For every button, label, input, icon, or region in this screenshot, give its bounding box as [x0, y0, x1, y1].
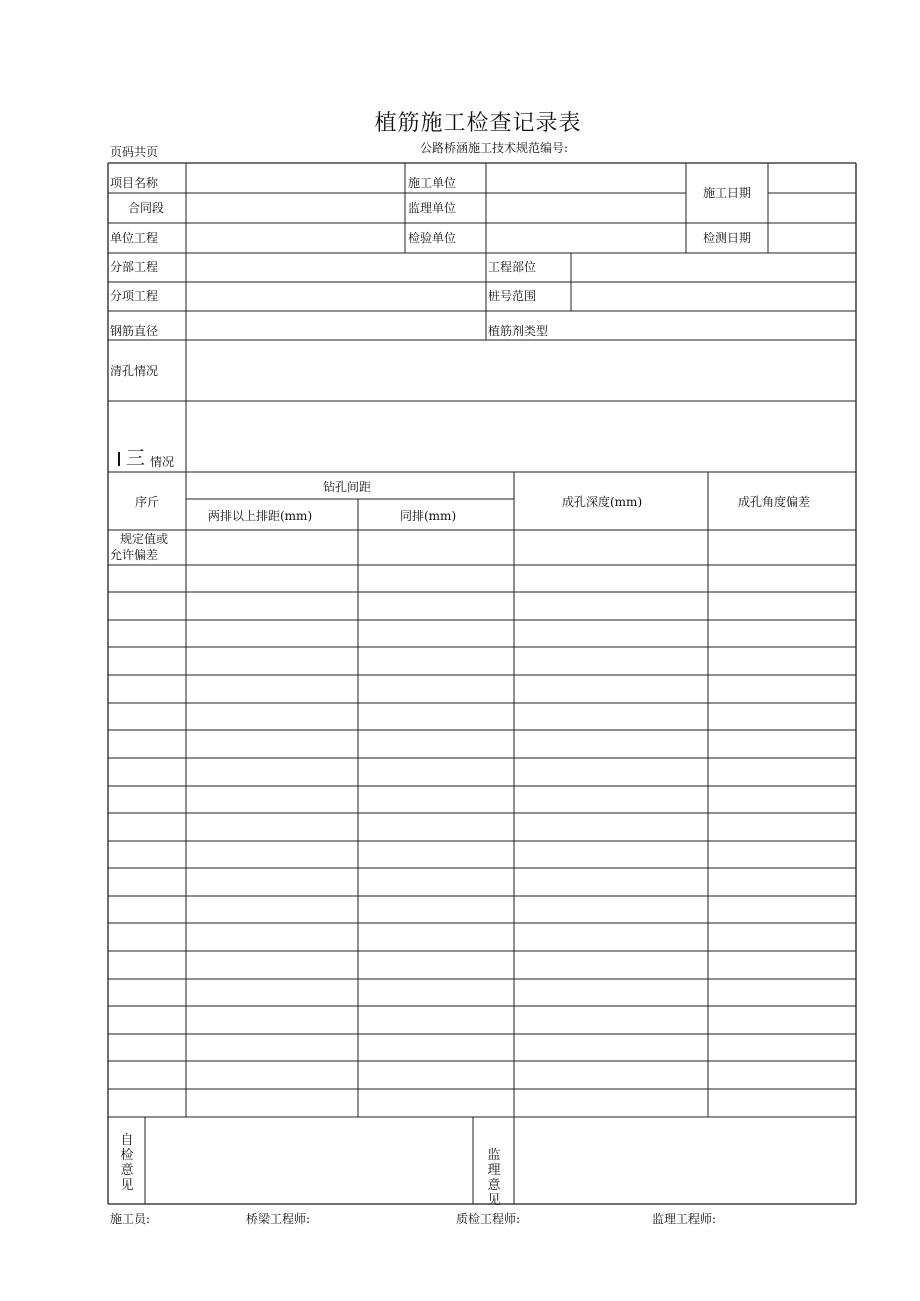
qc-engineer-signature: 质检工程师: [456, 1212, 521, 1226]
page-count-note: 页码共页 [110, 145, 159, 159]
hole-angle-header: 成孔角度偏差 [738, 495, 811, 509]
constructor-signature: 施工员: [110, 1212, 151, 1226]
document-title: 植筋施工检查记录表 [374, 111, 582, 136]
adhesive-type-label: 植筋剂类型 [488, 324, 549, 338]
supervising-engineer-signature: 监理工程师: [652, 1212, 717, 1226]
seq-column-header: 序斤 [135, 495, 160, 509]
subitem-project-label: 分项工程 [110, 289, 159, 303]
self-check-opinion-label: 自检意见 [120, 1133, 134, 1193]
supervision-opinion-label: 监理意见 [487, 1148, 501, 1208]
hole-cleaning-label: 清孔情况 [110, 364, 159, 378]
division-project-label: 分部工程 [110, 260, 159, 274]
unit-project-label: 单位工程 [110, 231, 159, 245]
bridge-engineer-signature: 桥梁工程师: [246, 1212, 311, 1226]
contract-section-label: 合同段 [128, 201, 165, 215]
project-location-label: 工程部位 [488, 260, 537, 274]
supervision-unit-label: 监理单位 [408, 201, 457, 215]
inspection-date-label: 检测日期 [703, 231, 752, 245]
drill-spacing-header: 钻孔间距 [323, 480, 372, 494]
situation-label: 情况 [150, 455, 175, 469]
two-rows-spacing-header: 两排以上排距(mm) [208, 509, 313, 523]
inspection-unit-label: 检验单位 [408, 231, 457, 245]
project-name-label: 项目名称 [110, 176, 159, 190]
hole-depth-header: 成孔深度(mm) [562, 495, 643, 509]
spec-value-label-line2: 允许偏差 [110, 548, 159, 562]
construction-date-label: 施工日期 [703, 186, 752, 200]
mark-bar [118, 452, 120, 466]
standard-number-label: 公路桥涵施工技术规范编号: [420, 141, 569, 155]
construction-unit-label: 施工单位 [408, 176, 457, 190]
pile-range-label: 桩号范围 [488, 289, 537, 303]
same-row-spacing-header: 同排(mm) [400, 509, 457, 523]
situation-mark: 三 [126, 447, 146, 469]
rebar-diameter-label: 钢筋直径 [110, 324, 159, 338]
spec-value-label-line1: 规定值或 [120, 532, 169, 546]
